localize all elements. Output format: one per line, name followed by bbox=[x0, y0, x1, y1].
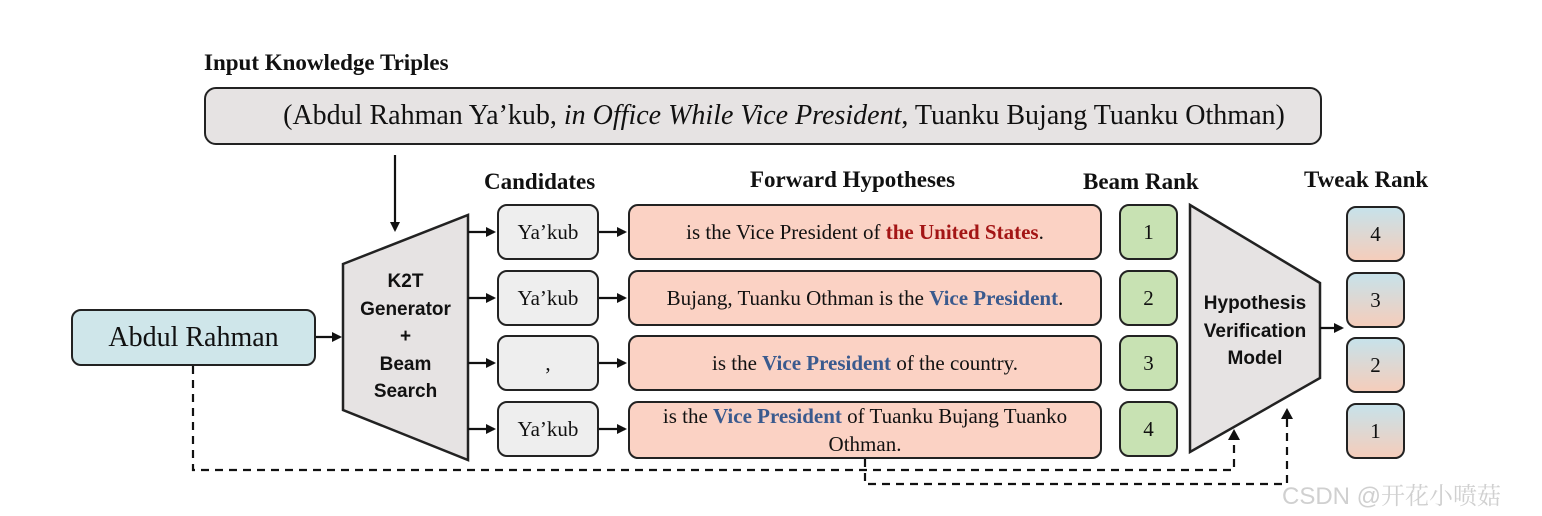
source-entity-box: Abdul Rahman bbox=[71, 309, 316, 366]
hypothesis-text: is the bbox=[712, 351, 763, 375]
verifier-label bbox=[1190, 290, 1320, 373]
triple-relation: in Office While Vice President bbox=[563, 100, 902, 131]
hypothesis-text: of the country. bbox=[891, 351, 1018, 375]
hypothesis-keyword: the United States bbox=[885, 220, 1039, 244]
tweak-rank-box: 2 bbox=[1346, 337, 1405, 393]
candidate-box: Ya’kub bbox=[497, 204, 599, 260]
beam-rank-box: 1 bbox=[1119, 204, 1178, 260]
hypothesis-keyword: Vice President bbox=[713, 404, 842, 428]
triple-subject: (Abdul Rahman Ya’kub, bbox=[283, 100, 564, 131]
hypothesis-text: is the Vice President of bbox=[686, 220, 886, 244]
candidate-box: , bbox=[497, 335, 599, 391]
dashed-arrowhead-2 bbox=[1281, 408, 1293, 419]
hypothesis-text: Bujang, Tuanku Othman is the bbox=[666, 286, 930, 310]
knowledge-triple-box bbox=[204, 87, 1322, 145]
candidate-box: Ya’kub bbox=[497, 270, 599, 326]
verifier-line: Model bbox=[1227, 348, 1283, 369]
beam-rank-header: Beam Rank bbox=[1083, 169, 1199, 194]
generator-line: Search bbox=[373, 381, 438, 402]
hypothesis-text: is the bbox=[662, 404, 714, 428]
hypothesis-keyword: Vice President bbox=[762, 351, 892, 375]
generator-line: Beam bbox=[379, 353, 432, 375]
hypothesis-keyword: Vice President bbox=[929, 286, 1059, 310]
hypothesis-text: of Tuanku Bujang Tuanko Othman. bbox=[828, 404, 1073, 456]
verifier-line: Verification bbox=[1203, 320, 1307, 342]
beam-rank-box: 4 bbox=[1119, 401, 1178, 457]
verifier-line: Hypothesis bbox=[1203, 293, 1307, 314]
hypothesis-box bbox=[628, 270, 1102, 326]
triple-object: , Tuanku Bujang Tuanku Othman) bbox=[901, 100, 1285, 131]
hypothesis-text: . bbox=[1058, 286, 1064, 310]
input-knowledge-header: Input Knowledge Triples bbox=[204, 50, 449, 75]
candidate-box: Ya’kub bbox=[497, 401, 599, 457]
tweak-rank-box: 4 bbox=[1346, 206, 1405, 262]
hypothesis-box bbox=[628, 335, 1102, 391]
tweak-rank-box: 3 bbox=[1346, 272, 1405, 328]
candidates-header: Candidates bbox=[484, 169, 596, 194]
generator-line: K2T bbox=[387, 271, 424, 292]
hypothesis-box bbox=[628, 401, 1102, 459]
hypothesis-box bbox=[628, 204, 1102, 260]
beam-rank-box: 2 bbox=[1119, 270, 1178, 326]
generator-line: + bbox=[399, 326, 412, 347]
hypothesis-text: . bbox=[1038, 220, 1044, 244]
beam-rank-box: 3 bbox=[1119, 335, 1178, 391]
tweak-rank-box: 1 bbox=[1346, 403, 1405, 459]
forward-hypotheses-header: Forward Hypotheses bbox=[750, 167, 956, 192]
generator-line: Generator bbox=[360, 298, 451, 320]
generator-label bbox=[343, 268, 468, 406]
tweak-rank-header: Tweak Rank bbox=[1304, 167, 1429, 192]
watermark: CSDN @开花小喷菇 bbox=[1282, 483, 1502, 510]
